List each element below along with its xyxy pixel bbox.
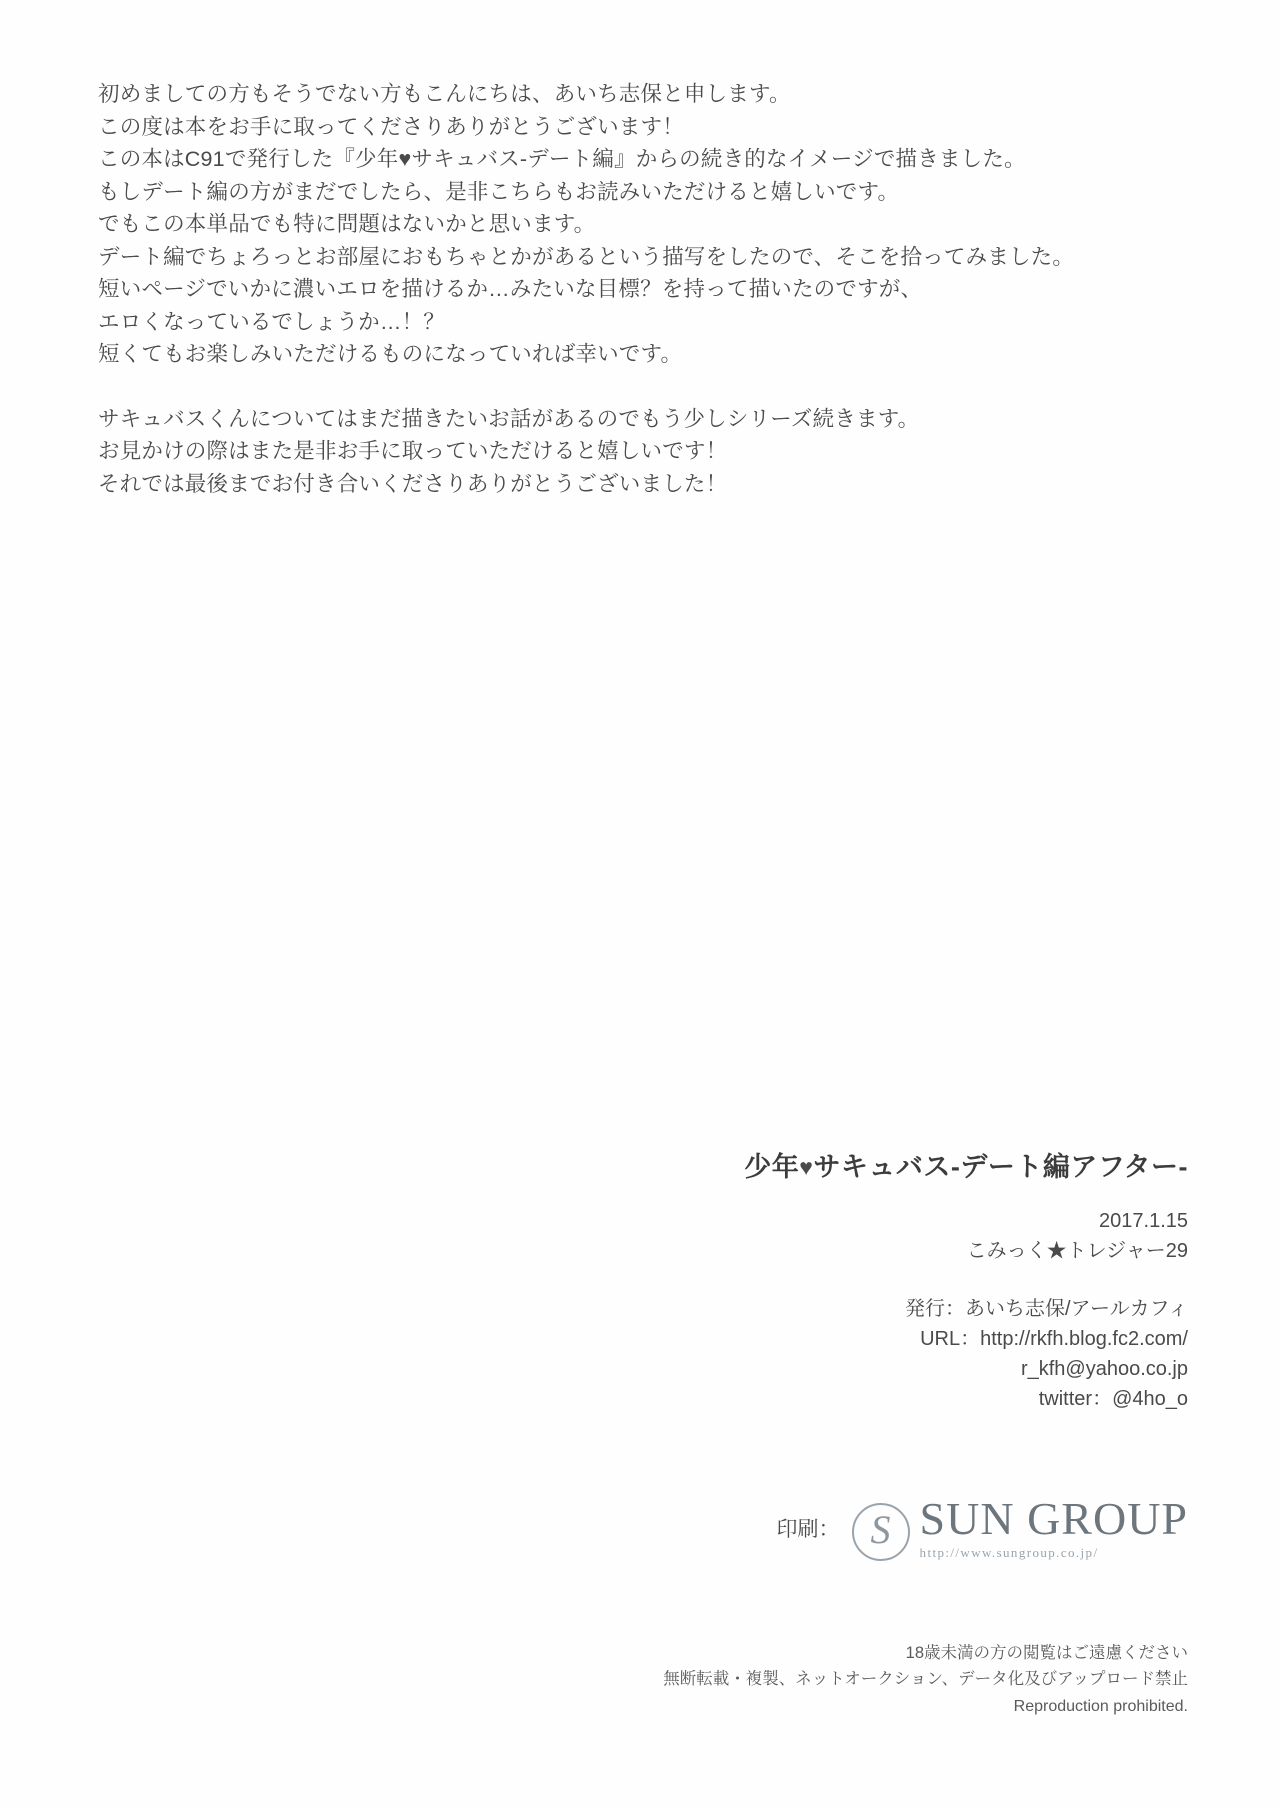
sun-group-url: http://www.sungroup.co.jp/ <box>919 1545 1099 1560</box>
printer-row <box>777 1495 1188 1561</box>
book-title-post: サキュバス-デート編アフター- <box>813 1152 1188 1182</box>
paragraph-spacer <box>98 371 1188 403</box>
legal-notices <box>328 1640 1188 1720</box>
afterword-line: 短くてもお楽しみいただけるものになっていれば幸いです。 <box>98 342 683 366</box>
reprint-notice: 無断転載・複製、ネットオークション、データ化及びアップロード禁止 <box>663 1670 1188 1688</box>
afterword-line: サキュバスくんについてはまだ描きたいお話があるのでもう少しシリーズ続きます。 <box>98 406 920 431</box>
age-notice: 18歳未満の方の閲覧はご遠慮ください <box>905 1644 1188 1662</box>
sun-group-wordmark <box>920 1495 1188 1561</box>
email-address[interactable]: r_kfh@yahoo.co.jp <box>1020 1358 1188 1380</box>
twitter-handle[interactable]: twitter：@4ho_o <box>1038 1388 1188 1410</box>
book-title <box>328 1150 1188 1184</box>
afterword-line: お見かけの際はまた是非お手に取っていただけると嬉しいです！ <box>98 439 728 463</box>
printer-label: 印刷： <box>776 1518 840 1541</box>
afterword-line: デート編でちょろっとお部屋におもちゃとかがあるという描写をしたので、そこを拾ってみました。 <box>98 244 1075 269</box>
sun-group-logo <box>852 1495 1188 1561</box>
colophon-block <box>328 1150 1188 1414</box>
publisher-info: 発行：あいち志保/アールカフィ <box>905 1298 1188 1320</box>
afterword-line: それでは最後までお付き合いくださりありがとうございました！ <box>98 471 728 496</box>
heart-icon: ♥ <box>799 1154 814 1180</box>
afterword-line: もしデート編の方がまだでしたら、是非こちらもお読みいただけると嬉しいです。 <box>98 179 900 204</box>
afterword-line: 短いページでいかに濃いエロを描けるか…みたいな目標？を持って描いたのですが、 <box>98 277 923 301</box>
publication-date: 2017.1.15 <box>1099 1210 1188 1232</box>
event-name: こみっく★トレジャー29 <box>966 1240 1188 1262</box>
sun-group-mark-icon: S <box>852 1503 910 1561</box>
english-notice: Reproduction prohibited. <box>1013 1698 1188 1715</box>
website-url[interactable]: URL：http://rkfh.blog.fc2.com/ <box>920 1328 1188 1350</box>
afterword-line: 初めましての方もそうでない方もこんにちは、あいち志保と申します。 <box>98 82 791 106</box>
afterword-line: エロくなっているでしょうか…！？ <box>98 309 445 334</box>
afterword-line: この本はC91で発行した『少年♥サキュバス-デート編』からの続き的なイメージで描きました。 <box>98 147 1026 171</box>
sun-group-name: SUN GROUP <box>919 1493 1188 1544</box>
book-title-pre: 少年 <box>744 1152 800 1182</box>
afterword-text <box>98 78 1188 500</box>
meta-spacer <box>328 1266 1188 1294</box>
afterword-line: でもこの本単品でも特に問題はないかと思います。 <box>98 212 596 236</box>
afterword-line: この度は本をお手に取ってくださりありがとうございます！ <box>98 114 684 139</box>
